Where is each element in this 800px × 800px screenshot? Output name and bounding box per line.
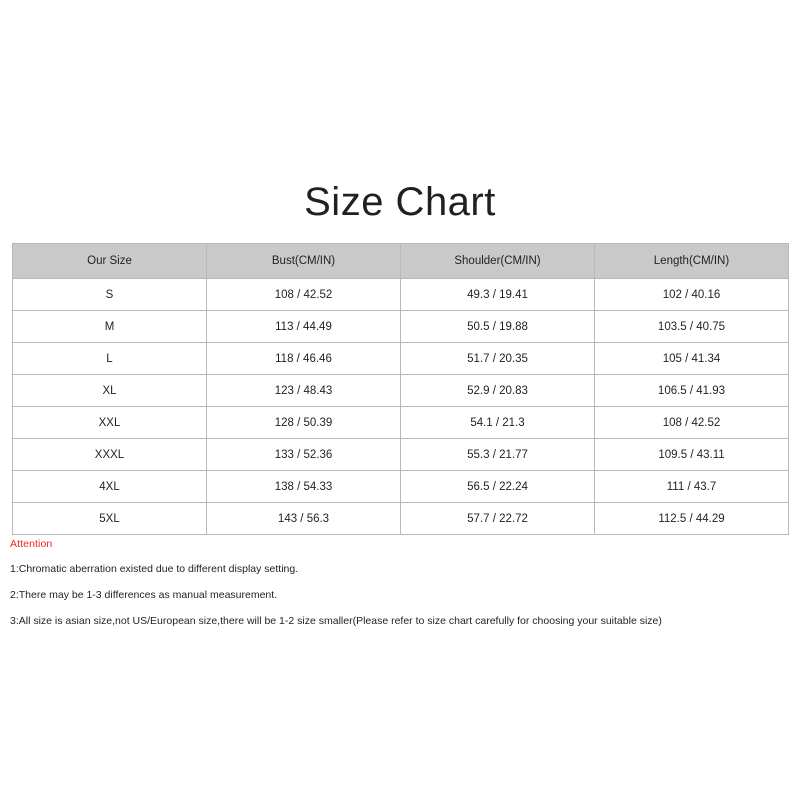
cell-shoulder: 56.5 / 22.24 bbox=[401, 471, 595, 503]
cell-length: 108 / 42.52 bbox=[595, 407, 789, 439]
attention-label: Attention bbox=[10, 538, 53, 550]
cell-size: 4XL bbox=[13, 471, 207, 503]
cell-size: XL bbox=[13, 375, 207, 407]
cell-size: XXL bbox=[13, 407, 207, 439]
cell-bust: 128 / 50.39 bbox=[207, 407, 401, 439]
cell-size: XXXL bbox=[13, 439, 207, 471]
column-header-bust: Bust(CM/IN) bbox=[207, 244, 401, 279]
cell-length: 105 / 41.34 bbox=[595, 343, 789, 375]
column-header-length: Length(CM/IN) bbox=[595, 244, 789, 279]
cell-size: 5XL bbox=[13, 503, 207, 535]
cell-shoulder: 55.3 / 21.77 bbox=[401, 439, 595, 471]
table-body bbox=[13, 279, 789, 535]
notes-list bbox=[10, 556, 790, 634]
cell-shoulder: 50.5 / 19.88 bbox=[401, 311, 595, 343]
cell-length: 111 / 43.7 bbox=[595, 471, 789, 503]
cell-shoulder: 51.7 / 20.35 bbox=[401, 343, 595, 375]
table-row bbox=[13, 503, 789, 535]
cell-bust: 108 / 42.52 bbox=[207, 279, 401, 311]
table-header bbox=[13, 244, 789, 279]
cell-bust: 118 / 46.46 bbox=[207, 343, 401, 375]
table-row bbox=[13, 279, 789, 311]
cell-shoulder: 54.1 / 21.3 bbox=[401, 407, 595, 439]
cell-length: 109.5 / 43.11 bbox=[595, 439, 789, 471]
cell-size: M bbox=[13, 311, 207, 343]
cell-size: S bbox=[13, 279, 207, 311]
column-header-shoulder: Shoulder(CM/IN) bbox=[401, 244, 595, 279]
cell-length: 106.5 / 41.93 bbox=[595, 375, 789, 407]
cell-shoulder: 57.7 / 22.72 bbox=[401, 503, 595, 535]
note-item: 1:Chromatic aberration existed due to different display setting. bbox=[10, 563, 299, 575]
note-item: 2:There may be 1-3 differences as manual measurement. bbox=[10, 589, 278, 601]
page-title: Size Chart bbox=[304, 180, 496, 224]
table-row bbox=[13, 471, 789, 503]
cell-bust: 123 / 48.43 bbox=[207, 375, 401, 407]
note-item: 3:All size is asian size,not US/European size,there will be 1-2 size smaller(Please refer to size chart carefully for choosing your suitable size) bbox=[10, 615, 662, 627]
table-row bbox=[13, 407, 789, 439]
cell-shoulder: 52.9 / 20.83 bbox=[401, 375, 595, 407]
cell-length: 102 / 40.16 bbox=[595, 279, 789, 311]
table-header-row bbox=[13, 244, 789, 279]
cell-bust: 143 / 56.3 bbox=[207, 503, 401, 535]
column-header-our-size: Our Size bbox=[13, 244, 207, 279]
table-row bbox=[13, 343, 789, 375]
size-table-container bbox=[12, 243, 788, 535]
cell-size: L bbox=[13, 343, 207, 375]
cell-bust: 133 / 52.36 bbox=[207, 439, 401, 471]
table-row bbox=[13, 311, 789, 343]
size-table bbox=[12, 243, 789, 535]
cell-bust: 138 / 54.33 bbox=[207, 471, 401, 503]
cell-shoulder: 49.3 / 19.41 bbox=[401, 279, 595, 311]
cell-length: 103.5 / 40.75 bbox=[595, 311, 789, 343]
table-row bbox=[13, 375, 789, 407]
cell-length: 112.5 / 44.29 bbox=[595, 503, 789, 535]
table-row bbox=[13, 439, 789, 471]
cell-bust: 113 / 44.49 bbox=[207, 311, 401, 343]
